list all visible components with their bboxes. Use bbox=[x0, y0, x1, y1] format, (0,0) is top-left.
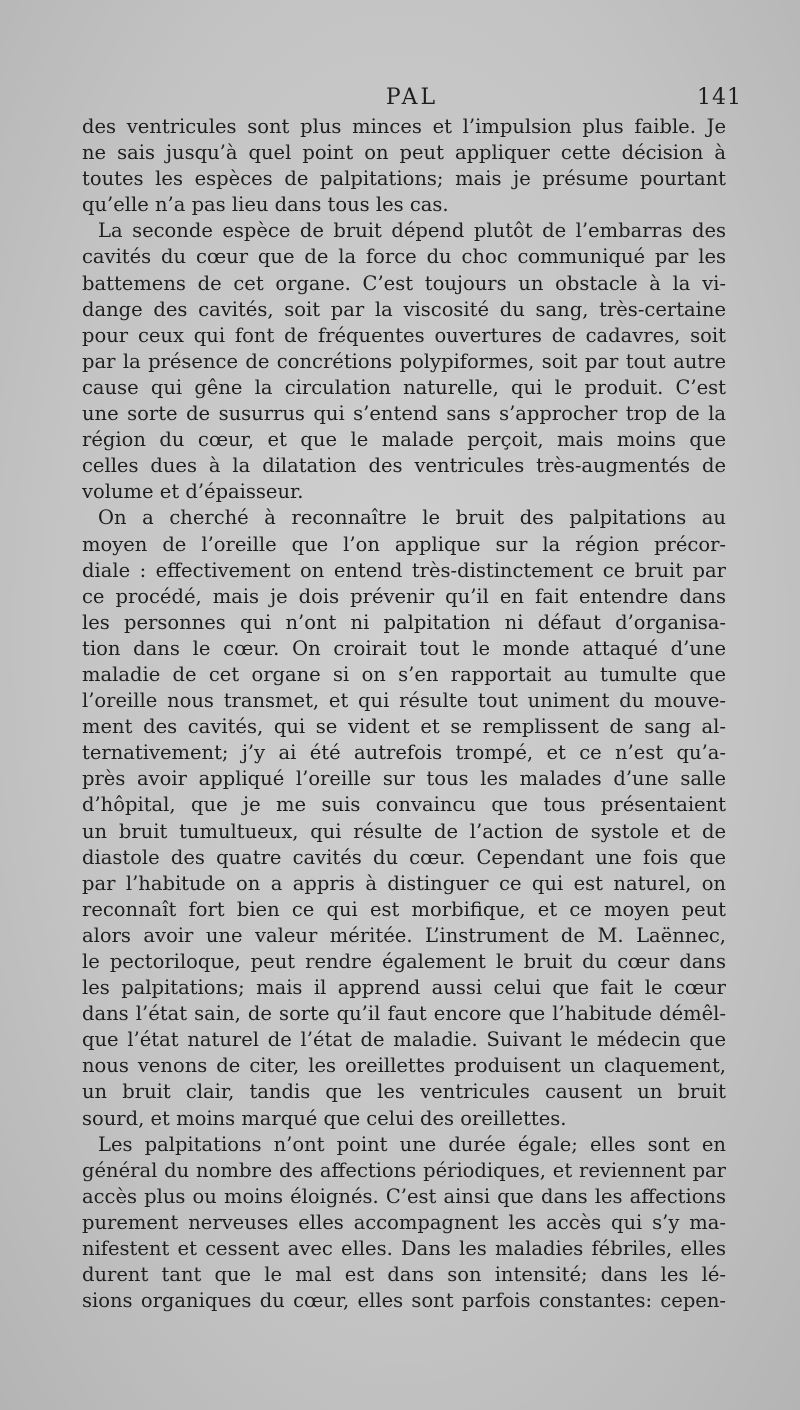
text-line: le pectoriloque, peut rendre également le bruit du cœur dans bbox=[82, 950, 726, 973]
paragraph-1 bbox=[82, 114, 726, 218]
text-line: maladie de cet organe si on s’en rapportait au tumulte que bbox=[82, 662, 726, 686]
text-line: un bruit tumultueux, qui résulte de l’action de systole et de bbox=[82, 819, 726, 843]
text-line: un bruit clair, tandis que les ventricules causent un bruit bbox=[82, 1080, 726, 1104]
paragraph-2 bbox=[82, 218, 726, 505]
running-head: PAL bbox=[385, 85, 439, 110]
text-line: qu’elle n’a pas lieu dans tous les cas. bbox=[82, 193, 449, 217]
text-line: que l’état naturel de l’état de maladie. Suivant le médecin que bbox=[82, 1028, 726, 1052]
text-line: ce procédé, mais je dois prévenir qu’il en fait entendre dans bbox=[82, 584, 726, 608]
text-line: Les palpitations n’ont point une durée égale; elles sont en bbox=[98, 1132, 726, 1156]
text-line: On a cherché à reconnaître le bruit des palpitations au bbox=[98, 506, 726, 530]
text-line: cause qui gêne la circulation naturelle, qui le produit. C’est bbox=[82, 375, 726, 399]
text-line: sions organiques du cœur, elles sont parfois constantes: cepen- bbox=[82, 1289, 726, 1313]
text-line: tion dans le cœur. On croirait tout le monde attaqué d’une bbox=[82, 636, 726, 660]
text-line: pour ceux qui font de fréquentes ouvertures de cadavres, soit bbox=[82, 323, 726, 347]
text-line: durent tant que le mal est dans son intensité; dans les lé- bbox=[82, 1263, 726, 1287]
text-line: l’oreille nous transmet, et qui résulte tout uniment du mouve- bbox=[82, 689, 726, 713]
text-line: par la présence de concrétions polypiformes, soit par tout autre bbox=[82, 349, 726, 373]
text-line: diale : effectivement on entend très-distinctement ce bruit par bbox=[82, 558, 726, 582]
text-line: nous venons de citer, les oreillettes produisent un claquement, bbox=[82, 1054, 726, 1078]
text-line: une sorte de susurrus qui s’entend sans s’approcher trop de la bbox=[82, 402, 726, 426]
text-line: dans l’état sain, de sorte qu’il faut encore que l’habitude démêl- bbox=[82, 1002, 726, 1026]
paragraph-3 bbox=[82, 505, 726, 1131]
page-number: 141 bbox=[697, 85, 742, 110]
text-line: celles dues à la dilatation des ventricules très-augmentés de bbox=[82, 454, 726, 478]
page-header bbox=[82, 82, 742, 114]
text-line: alors avoir une valeur méritée. L’instrument de M. Laënnec, bbox=[82, 923, 726, 947]
text-line: d’hôpital, que je me suis convaincu que tous présentaient bbox=[82, 793, 726, 817]
text-line: par l’habitude on a appris à distinguer ce qui est naturel, on bbox=[82, 871, 726, 895]
text-line: cavités du cœur que de la force du choc communiqué par les bbox=[82, 245, 726, 269]
text-line: ternativement; j’y ai été autrefois trompé, et ce n’est qu’a- bbox=[82, 741, 726, 765]
text-line: accès plus ou moins éloignés. C’est ainsi que dans les affections bbox=[82, 1184, 726, 1208]
text-line: sourd, et moins marqué que celui des oreillettes. bbox=[82, 1106, 567, 1130]
text-line: La seconde espèce de bruit dépend plutôt de l’embarras des bbox=[98, 219, 726, 243]
text-line: battemens de cet organe. C’est toujours un obstacle à la vi- bbox=[82, 271, 726, 295]
paragraph-4 bbox=[82, 1132, 726, 1315]
text-line: des ventricules sont plus minces et l’impulsion plus faible. Je bbox=[82, 115, 726, 138]
text-line: volume et d’épaisseur. bbox=[82, 480, 304, 504]
text-line: reconnaît fort bien ce qui est morbifique, et ce moyen peut bbox=[82, 897, 726, 921]
body-text bbox=[82, 114, 726, 1314]
text-line: les personnes qui n’ont ni palpitation ni défaut d’organisa- bbox=[82, 610, 726, 634]
text-line: près avoir appliqué l’oreille sur tous les malades d’une salle bbox=[82, 767, 726, 791]
text-line: ment des cavités, qui se vident et se remplissent de sang al- bbox=[82, 715, 726, 739]
text-line: région du cœur, et que le malade perçoit, mais moins que bbox=[82, 428, 726, 452]
text-line: toutes les espèces de palpitations; mais je présume pourtant bbox=[82, 167, 726, 191]
text-line: purement nerveuses elles accompagnent les accès qui s’y ma- bbox=[82, 1210, 726, 1234]
text-line: diastole des quatre cavités du cœur. Cependant une fois que bbox=[82, 845, 726, 869]
text-line: général du nombre des affections périodiques, et reviennent par bbox=[82, 1158, 726, 1182]
text-line: moyen de l’oreille que l’on applique sur la région précor- bbox=[82, 532, 726, 556]
text-line: nifestent et cessent avec elles. Dans les maladies fébriles, elles bbox=[82, 1237, 726, 1261]
text-line: ne sais jusqu’à quel point on peut appliquer cette décision à bbox=[82, 141, 726, 165]
text-line: dange des cavités, soit par la viscosité du sang, très-certaine bbox=[82, 297, 726, 321]
text-line: les palpitations; mais il apprend aussi celui que fait le cœur bbox=[82, 976, 726, 1000]
